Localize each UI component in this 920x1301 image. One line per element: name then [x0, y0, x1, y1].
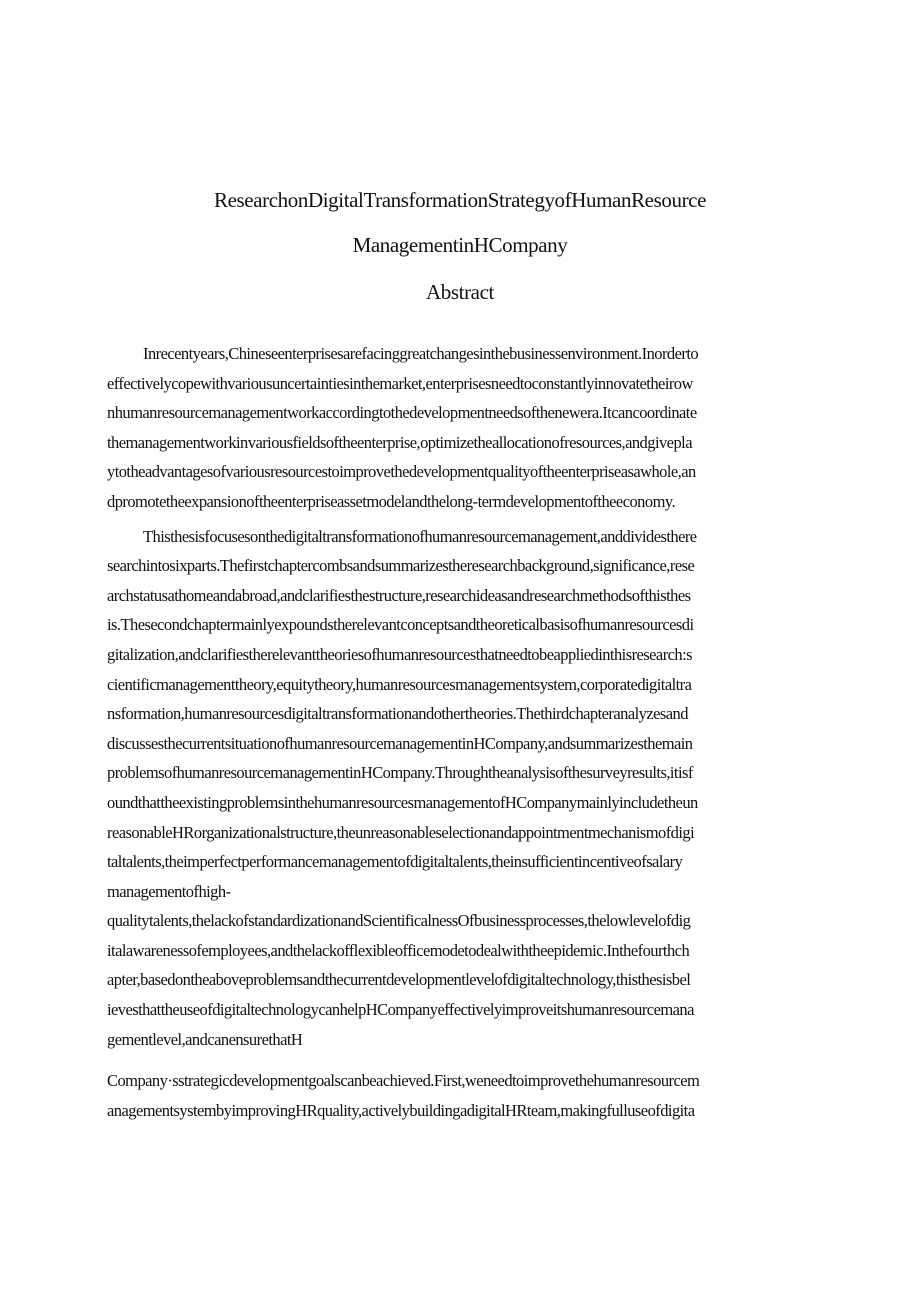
paragraph-2-line: discussesthecurrentsituationofhumanresourcemanagementinHCompany,andsummarizesthemain	[107, 733, 693, 753]
paragraph-2-line: qualitytalents,thelackofstandardizationandScientificalnessOfbusinessprocesses,thelowlevelofdig	[107, 911, 691, 931]
paragraph-2-line: oundthattheexistingproblemsinthehumanresourcesmanagementofHCompanymainlyincludetheun	[107, 792, 698, 812]
paragraph-2-line: gementlevel,andcanensurethatH	[107, 1029, 303, 1049]
paragraph-2-line: taltalents,theimperfectperformancemanagementofdigitaltalents,theinsufficientincentiveofsalary	[107, 852, 683, 872]
paragraph-1-line: ytotheadvantagesofvariousresourcestoimprovethedevelopmentqualityoftheenterpriseasawhole,an	[107, 462, 696, 482]
paragraph-2-line: searchintosixparts.Thefirstchaptercombsandsummarizestheresearchbackground,significance,rese	[107, 556, 695, 576]
title-line-2: ManagementinHCompany	[352, 233, 568, 257]
paragraph-1-line: dpromotetheexpansionoftheenterpriseassetmodelandthelong-termdevelopmentoftheeconomy.	[107, 491, 676, 511]
paragraph-3-line: Company·sstrategicdevelopmentgoalscanbeachieved.First,weneedtoimprovethehumanresourcem	[107, 1071, 700, 1091]
paragraph-1-line: effectivelycopewithvariousuncertaintiesinthemarket,enterprisesneedtoconstantlyinnovatetheirow	[107, 373, 693, 393]
paragraph-2-line: ievesthattheuseofdigitaltechnologycanhelpHCompanyeffectivelyimproveitshumanresourcemana	[107, 1000, 694, 1020]
paragraph-2-line: archstatusathomeandabroad,andclarifiesthestructure,researchideasandresearchmethodsofthisthes	[107, 585, 691, 605]
paragraph-2-line: cientificmanagementtheory,equitytheory,humanresourcesmanagementsystem,corporatedigitaltra	[107, 674, 692, 694]
paragraph-2-line: apter,basedontheaboveproblemsandthecurrentdevelopmentlevelofdigitaltechnology,thisthesisbel	[107, 970, 691, 990]
paragraph-1-line: Inrecentyears,Chineseenterprisesarefacinggreatchangesinthebusinessenvironment.Inorderto	[143, 344, 699, 363]
paragraph-1-line: themanagementworkinvariousfieldsoftheenterprise,optimizetheallocationofresources,andgivepla	[107, 432, 692, 452]
abstract-heading: Abstract	[426, 280, 494, 304]
paragraph-2-line: gitalization,andclarifiestherelevanttheoriesofhumanresourcesthatneedtobeappliedinthisresearch:s	[107, 644, 693, 664]
abstract-body	[107, 339, 823, 1125]
paragraph-1-line: nhumanresourcemanagementworkaccordingtothedevelopmentneedsofthenewera.Itcancoordinate	[107, 403, 697, 423]
title-line-1: ResearchonDigitalTransformationStrategyofHumanResource	[214, 188, 706, 212]
paragraph-2-line: managementofhigh-	[107, 881, 231, 901]
paragraph-3-line: anagementsystembyimprovingHRquality,activelybuildingadigitalHRteam,makingfulluseofdigita	[107, 1100, 695, 1120]
paragraph-2-line: Thisthesisfocusesonthedigitaltransformationofhumanresourcemanagement,anddividesthere	[143, 526, 697, 546]
paragraph-2-line: problemsofhumanresourcemanagementinHCompany.Throughtheanalysisofthesurveyresults,itisf	[107, 763, 693, 783]
paragraph-2-line: italawarenessofemployees,andthelackofflexibleofficemodetodealwiththeepidemic.Inthefourthch	[107, 940, 690, 960]
paragraph-2-line: reasonableHRorganizationalstructure,theunreasonableselectionandappointmentmechanismofdigi	[107, 822, 695, 842]
paragraph-2-line: nsformation,humanresourcesdigitaltransformationandothertheories.Thethirdchapteranalyzesand	[107, 704, 688, 724]
paragraph-2-line: is.Thesecondchaptermainlyexpoundstherelevantconceptsandtheoreticalbasisofhumanresourcesdi	[107, 615, 694, 635]
